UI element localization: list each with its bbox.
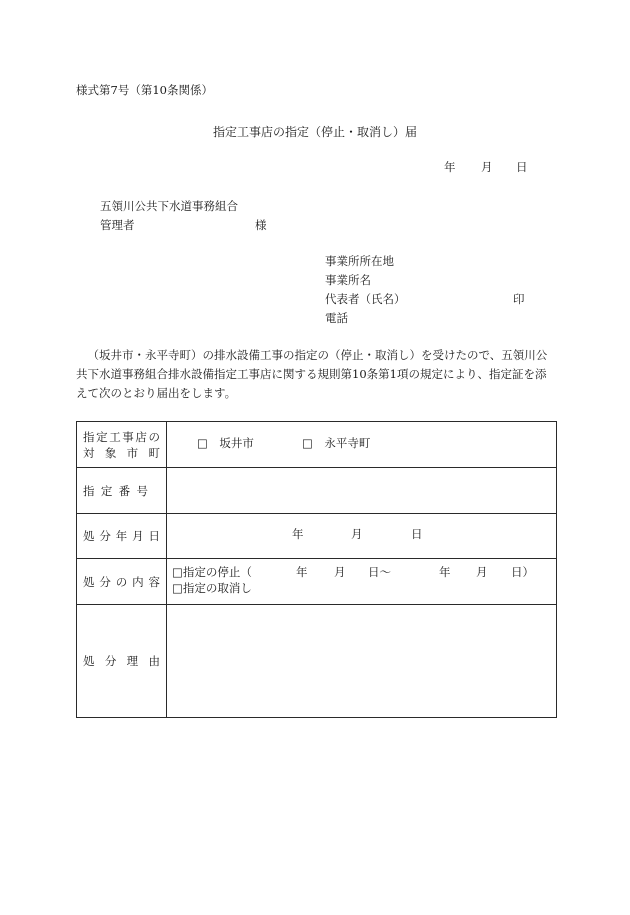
- addressee-organization: 五領川公共下水道事務組合: [100, 199, 238, 213]
- label-char: 日: [148, 529, 160, 543]
- disposal-date-label: [77, 514, 167, 559]
- label-char: 指: [83, 429, 95, 444]
- label-char: 処: [83, 574, 95, 589]
- addressee-honorific: 様: [255, 218, 267, 232]
- suspension-checkbox[interactable]: □指定の停止（: [172, 564, 252, 579]
- label-char: の: [148, 429, 160, 444]
- disposal-year-label: 年: [292, 527, 304, 541]
- table-row-disposal-date: [77, 514, 557, 559]
- date-day-label: 日: [516, 160, 528, 174]
- table-row-designation-number: [77, 468, 557, 514]
- label-char: 内: [132, 574, 144, 589]
- suspension-to-year: 年: [439, 564, 451, 579]
- applicant-representative-label: 代表者（氏名）: [325, 292, 406, 306]
- body-paragraph: （坂井市・永平寺町）の排水設備工事の指定の（停止・取消し）を受けたので、五領川公共下水道事務組合排水設備指定工事店に関する規則第10条第1項の規定により、指定証を添えて次のとおり届出をします。: [76, 348, 548, 400]
- designation-number-field[interactable]: [167, 468, 557, 514]
- label-char: 由: [148, 654, 160, 668]
- target-municipality-label: [77, 422, 167, 468]
- label-char: 番: [118, 483, 131, 498]
- target-label-line-2: [83, 445, 160, 461]
- label-char: 指: [83, 483, 95, 498]
- disposal-content-cell: [167, 559, 557, 605]
- label-char: 工: [109, 429, 121, 444]
- addressee-admin: 管理者: [100, 218, 135, 232]
- suspension-from-day: 日〜: [368, 564, 391, 579]
- applicant-name-label: 事業所名: [325, 273, 371, 287]
- document-title: 指定工事店の指定（停止・取消し）届: [212, 125, 417, 139]
- label-char: 象: [104, 445, 117, 460]
- target-label-line-1: [83, 429, 160, 445]
- disposal-day-label: 日: [411, 527, 423, 541]
- label-char: の: [115, 574, 128, 589]
- label-char: 対: [83, 445, 95, 460]
- suspension-from-month: 月: [334, 564, 346, 579]
- suspension-to-month: 月: [476, 564, 488, 579]
- label-char: 処: [83, 529, 95, 543]
- label-char: 容: [148, 574, 160, 589]
- date-month-label: 月: [481, 160, 493, 174]
- label-char: 分: [104, 654, 117, 668]
- label-char: 年: [115, 529, 128, 543]
- label-char: 町: [148, 445, 160, 460]
- disposal-date-field[interactable]: [167, 514, 557, 559]
- table-row-disposal-reason: [77, 605, 557, 718]
- label-char: 理: [126, 654, 139, 668]
- disposal-content-label: [77, 559, 167, 605]
- date-year-label: 年: [444, 160, 456, 174]
- table-row-target-municipality: [77, 422, 557, 468]
- form-number: 様式第7号（第10条関係）: [76, 83, 213, 97]
- label-char: 定: [96, 429, 108, 444]
- label-char: 定: [100, 483, 113, 498]
- designation-number-label: [77, 468, 167, 514]
- disposal-reason-label: [77, 605, 167, 718]
- label-char: 号: [136, 483, 148, 498]
- applicant-location-label: 事業所所在地: [325, 254, 394, 268]
- label-char: 店: [135, 429, 147, 444]
- option-sakai-checkbox[interactable]: □ 坂井市: [197, 435, 254, 450]
- label-char: 分: [99, 529, 111, 543]
- label-char: 処: [83, 654, 95, 668]
- applicant-phone-label: 電話: [325, 311, 348, 325]
- seal-mark: 印: [513, 292, 525, 306]
- suspension-to-day: 日）: [511, 564, 534, 579]
- disposal-reason-field[interactable]: [167, 605, 557, 718]
- table-row-disposal-content: [77, 559, 557, 605]
- revocation-checkbox[interactable]: □指定の取消し: [172, 580, 252, 595]
- disposal-month-label: 月: [351, 527, 363, 541]
- label-char: 月: [132, 529, 144, 543]
- label-char: 市: [126, 445, 139, 460]
- target-municipality-cell: [167, 422, 557, 468]
- suspension-from-year: 年: [296, 564, 308, 579]
- label-char: 事: [122, 429, 134, 444]
- label-char: 分: [99, 574, 111, 589]
- form-table: [76, 421, 557, 718]
- option-eiheiji-checkbox[interactable]: □ 永平寺町: [302, 435, 371, 450]
